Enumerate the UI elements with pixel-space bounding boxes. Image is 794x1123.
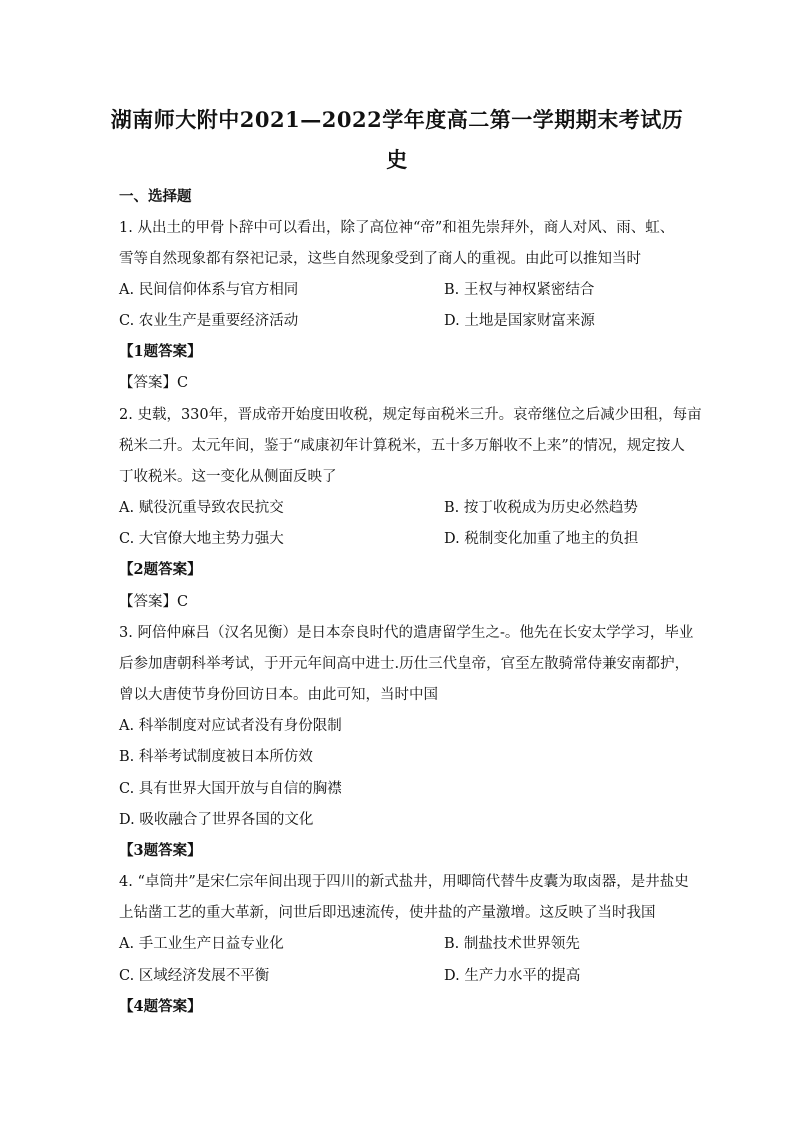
question-3-option-a: A. 科举制度对应试者没有身份限制 <box>119 718 342 734</box>
question-2-line-1: 2. 史载，330年，晋成帝开始度田收税，规定每亩税米三升。哀帝继位之后减少田租，每亩 <box>119 407 702 423</box>
exam-title-line-2: 史 <box>386 147 408 172</box>
question-1-line-2: 雪等自然现象都有祭祀记录，这些自然现象受到了商人的重视。由此可以推知当时 <box>119 251 641 267</box>
question-3-line-3: 曾以大唐使节身份回访日本。由此可知，当时中国 <box>119 687 438 703</box>
question-4-option-d: D. 生产力水平的提高 <box>444 968 581 984</box>
question-2-answer-heading: 【2题答案】 <box>119 561 202 578</box>
question-2-line-3: 丁收税米。这一变化从侧面反映了 <box>119 469 337 485</box>
question-4-answer-heading: 【4题答案】 <box>119 998 202 1015</box>
question-4-option-a: A. 手工业生产日益专业化 <box>119 936 284 952</box>
question-2-option-c: C. 大官僚大地主势力强大 <box>119 531 284 547</box>
question-1-option-a: A. 民间信仰体系与官方相同 <box>119 282 299 298</box>
question-2-option-a: A. 赋役沉重导致农民抗交 <box>119 500 284 516</box>
question-4-line-1: 4. “卓筒井”是宋仁宗年间出现于四川的新式盐井，用唧筒代替牛皮囊为取卤器，是井盐史 <box>119 874 689 890</box>
section-heading: 一、选择题 <box>119 188 192 205</box>
question-1-line-1: 1. 从出土的甲骨卜辞中可以看出，除了高位神“帝”和祖先崇拜外，商人对风、雨、虹、 <box>119 220 675 236</box>
question-1-option-b: B. 王权与神权紧密结合 <box>444 282 595 298</box>
question-3-answer-heading: 【3题答案】 <box>119 842 202 859</box>
question-1-option-d: D. 土地是国家财富来源 <box>444 313 595 329</box>
question-3-line-2: 后参加唐朝科举考试，于开元年间高中进士.历仕三代皇帝，官至左散骑常侍兼安南都护， <box>119 656 690 672</box>
question-3-line-1: 3. 阿倍仲麻吕（汉名见衡）是日本奈良时代的遣唐留学生之-。他先在长安太学学习，毕业 <box>119 625 694 641</box>
question-2-option-d: D. 税制变化加重了地主的负担 <box>444 531 639 547</box>
question-4-option-c: C. 区域经济发展不平衡 <box>119 968 270 984</box>
question-2-line-2: 税米二升。太元年间，鉴于“咸康初年计算税米，五十多万斛收不上来”的情况，规定按人 <box>119 438 685 454</box>
question-3-option-b: B. 科举考试制度被日本所仿效 <box>119 749 313 765</box>
question-4-line-2: 上钻凿工艺的重大革新，问世后即迅速流传，使井盐的产量激增。这反映了当时我国 <box>119 905 656 921</box>
question-1-answer: 【答案】C <box>119 375 189 391</box>
exam-title-line-1: 湖南师大附中2021—2022学年度高二第一学期期末考试历 <box>110 107 684 132</box>
question-1-answer-heading: 【1题答案】 <box>119 343 202 360</box>
question-1-option-c: C. 农业生产是重要经济活动 <box>119 313 299 329</box>
question-4-option-b: B. 制盐技术世界领先 <box>444 936 580 952</box>
question-2-answer: 【答案】C <box>119 594 189 610</box>
question-2-option-b: B. 按丁收税成为历史必然趋势 <box>444 500 638 516</box>
question-3-option-c: C. 具有世界大国开放与自信的胸襟 <box>119 781 342 797</box>
question-3-option-d: D. 吸收融合了世界各国的文化 <box>119 812 314 828</box>
